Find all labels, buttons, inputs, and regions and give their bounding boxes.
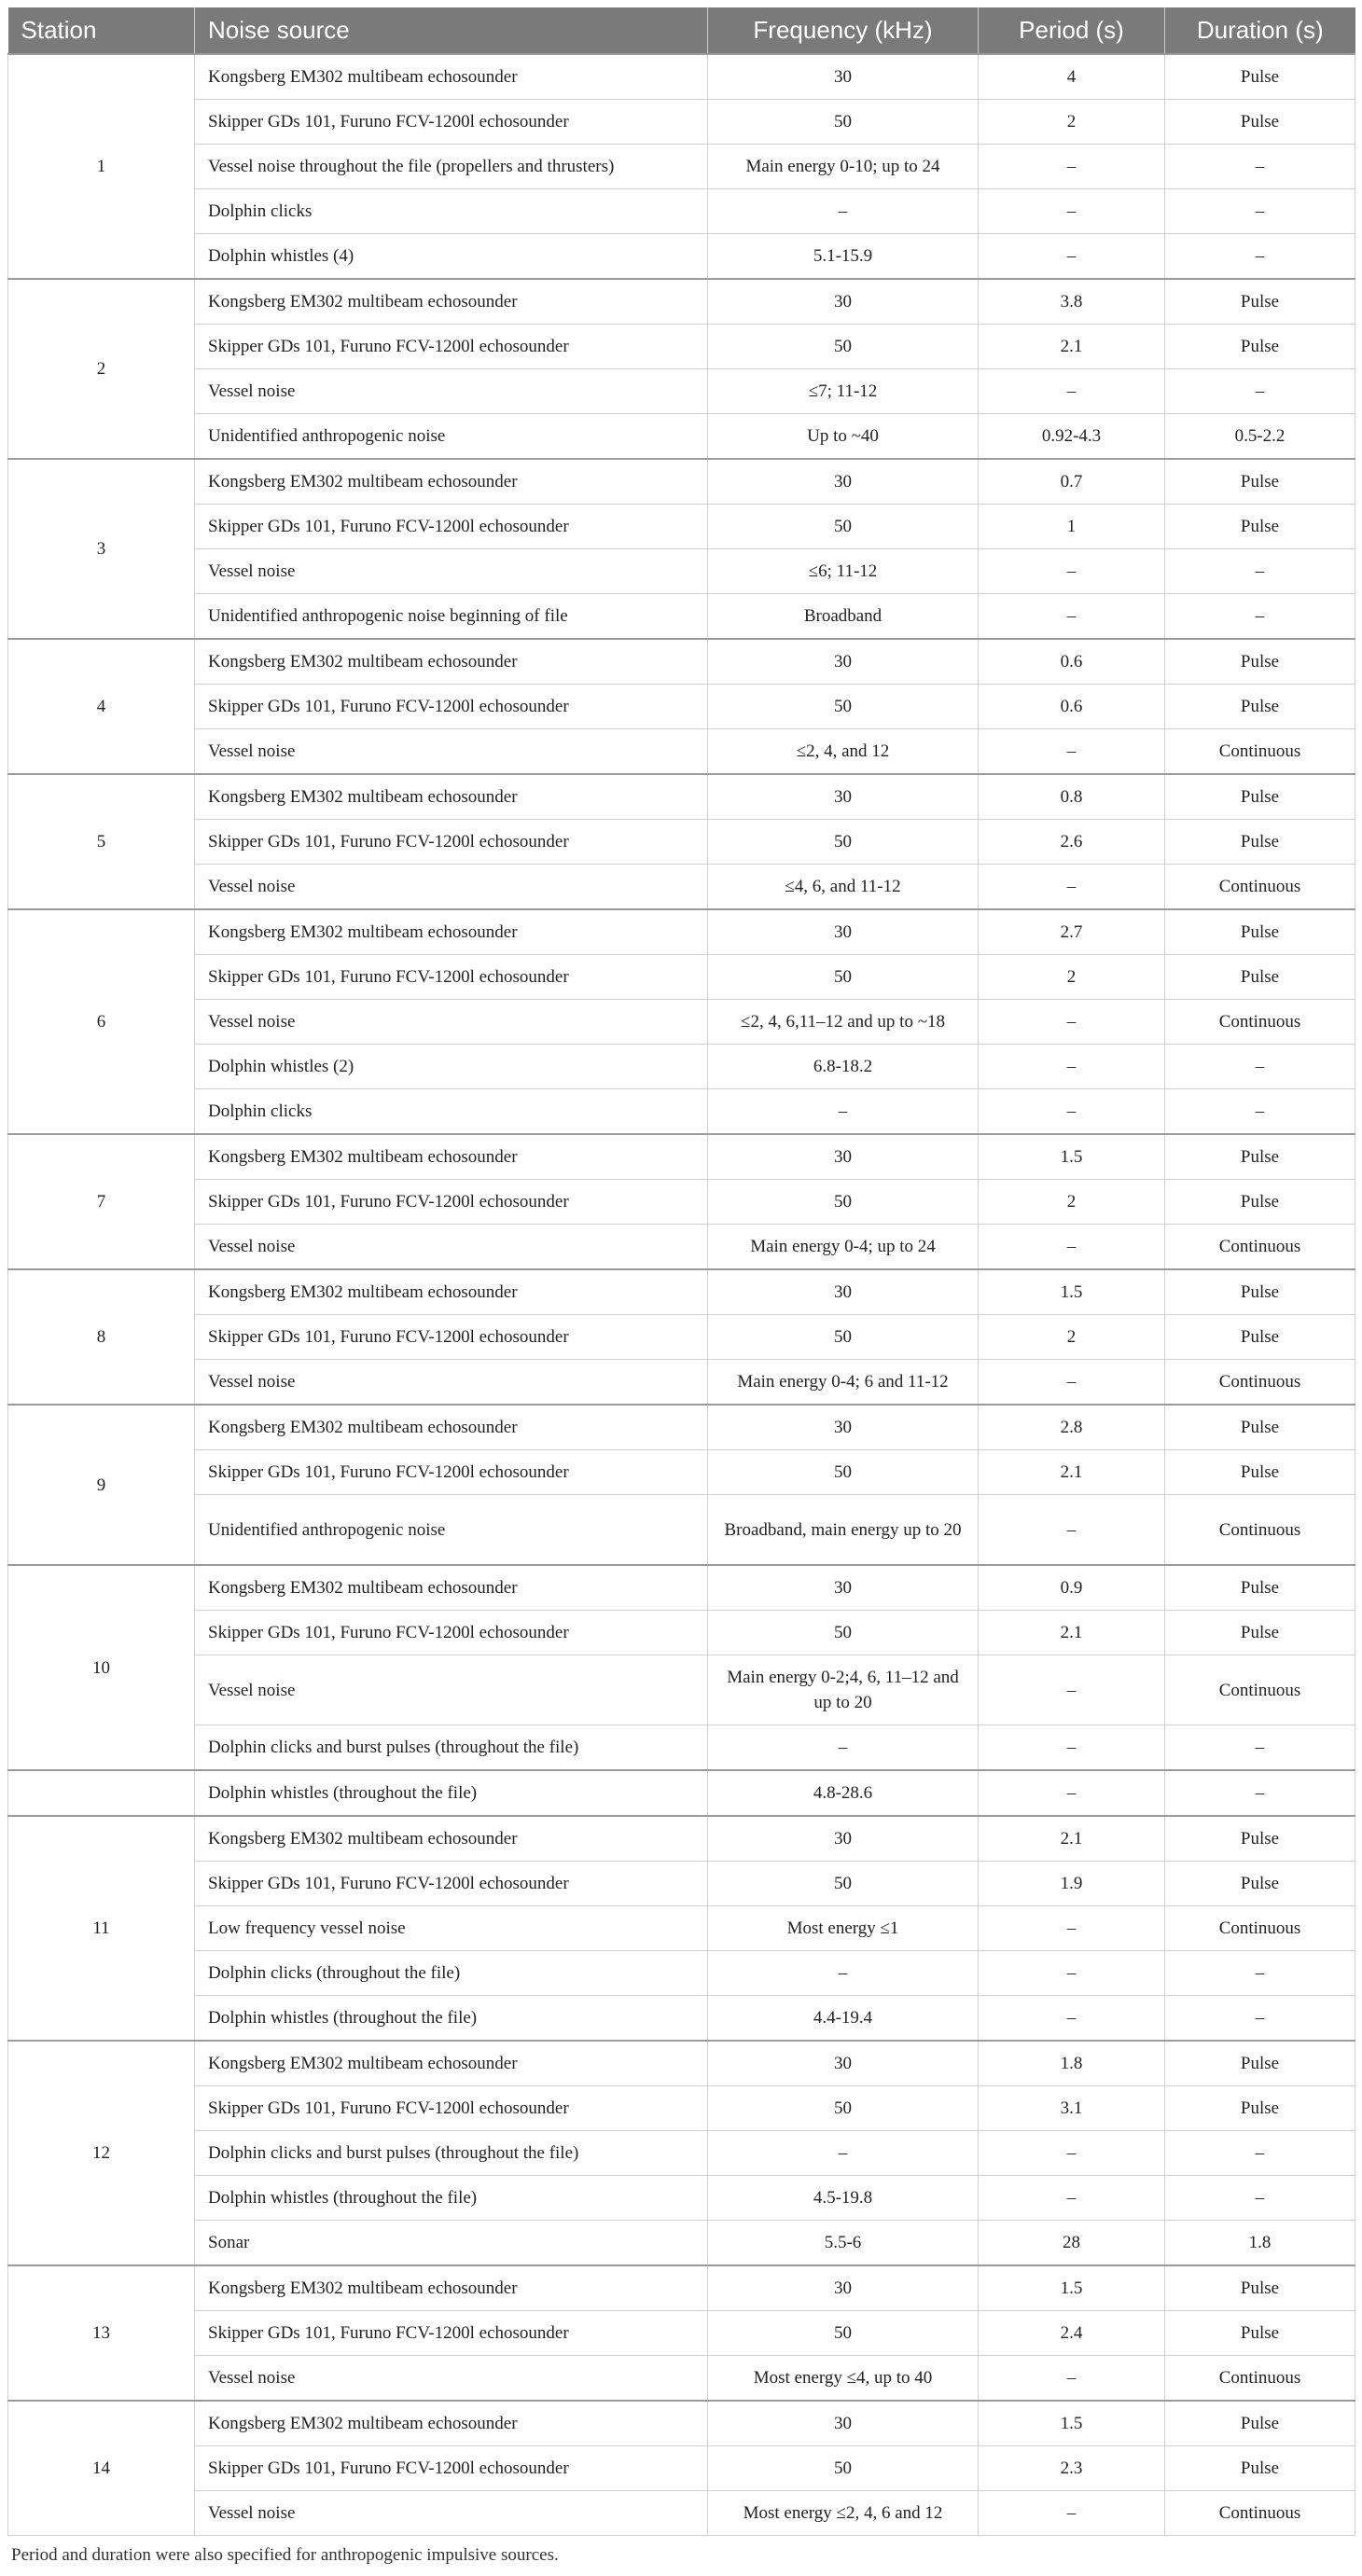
duration-cell: Pulse [1165, 2401, 1355, 2446]
station-cell [8, 1770, 195, 1816]
frequency-cell: ≤2, 4, and 12 [708, 729, 979, 775]
table-row [8, 1360, 1355, 1406]
frequency-cell: – [708, 1725, 979, 1771]
period-cell: 0.92-4.3 [979, 414, 1165, 460]
noise-source-cell: Dolphin whistles (throughout the file) [195, 2176, 708, 2221]
noise-source-cell: Kongsberg EM302 multibeam echosounder [195, 1816, 708, 1862]
duration-cell: Pulse [1165, 820, 1355, 865]
frequency-cell: Main energy 0-4; 6 and 11-12 [708, 1360, 979, 1406]
duration-cell: Pulse [1165, 2041, 1355, 2086]
duration-cell: – [1165, 1045, 1355, 1089]
frequency-cell: 50 [708, 100, 979, 145]
station-cell: 6 [8, 909, 195, 1134]
duration-cell: – [1165, 189, 1355, 234]
frequency-cell: 5.1-15.9 [708, 234, 979, 280]
period-cell: – [979, 549, 1165, 594]
duration-cell: Pulse [1165, 325, 1355, 369]
frequency-cell: 30 [708, 459, 979, 505]
frequency-cell: 50 [708, 955, 979, 1000]
duration-cell: – [1165, 2176, 1355, 2221]
period-cell: 1.9 [979, 1862, 1165, 1906]
table-row [8, 369, 1355, 414]
header-duration: Duration (s) [1165, 7, 1355, 54]
frequency-cell: Most energy ≤2, 4, 6 and 12 [708, 2491, 979, 2536]
frequency-cell: 4.8-28.6 [708, 1770, 979, 1816]
table-row [8, 459, 1355, 505]
noise-source-cell: Unidentified anthropogenic noise [195, 1495, 708, 1566]
period-cell: 4 [979, 54, 1165, 100]
duration-cell: – [1165, 369, 1355, 414]
period-cell: – [979, 1225, 1165, 1270]
table-row [8, 639, 1355, 685]
duration-cell: – [1165, 1996, 1355, 2042]
frequency-cell: 30 [708, 639, 979, 685]
frequency-cell: 30 [708, 2401, 979, 2446]
duration-cell: Continuous [1165, 1495, 1355, 1566]
period-cell: – [979, 1906, 1165, 1951]
table-row [8, 594, 1355, 640]
noise-source-cell: Vessel noise [195, 369, 708, 414]
table-container [7, 7, 1355, 2566]
table-row [8, 1996, 1355, 2042]
noise-source-cell: Skipper GDs 101, Furuno FCV-1200l echosounder [195, 325, 708, 369]
period-cell: 2.1 [979, 325, 1165, 369]
table-row [8, 2401, 1355, 2446]
noise-source-cell: Kongsberg EM302 multibeam echosounder [195, 2041, 708, 2086]
noise-source-cell: Dolphin clicks and burst pulses (throughout the file) [195, 2131, 708, 2176]
noise-source-cell: Vessel noise [195, 1655, 708, 1725]
noise-source-cell: Vessel noise [195, 1360, 708, 1406]
table-row [8, 1725, 1355, 1771]
table-row [8, 2491, 1355, 2536]
duration-cell: Continuous [1165, 1225, 1355, 1270]
noise-source-cell: Kongsberg EM302 multibeam echosounder [195, 1405, 708, 1450]
table-row [8, 2041, 1355, 2086]
noise-source-cell: Dolphin whistles (4) [195, 234, 708, 280]
frequency-cell: 50 [708, 685, 979, 729]
noise-source-cell: Kongsberg EM302 multibeam echosounder [195, 1134, 708, 1180]
table-row [8, 1862, 1355, 1906]
noise-source-cell: Kongsberg EM302 multibeam echosounder [195, 279, 708, 325]
duration-cell: Pulse [1165, 639, 1355, 685]
noise-source-cell: Dolphin clicks [195, 1089, 708, 1135]
frequency-cell: 30 [708, 909, 979, 955]
period-cell: 2.1 [979, 1450, 1165, 1495]
duration-cell: Pulse [1165, 1862, 1355, 1906]
noise-source-cell: Kongsberg EM302 multibeam echosounder [195, 459, 708, 505]
period-cell: 1.5 [979, 1134, 1165, 1180]
noise-source-cell: Dolphin clicks [195, 189, 708, 234]
period-cell: 2.8 [979, 1405, 1165, 1450]
noise-source-cell: Skipper GDs 101, Furuno FCV-1200l echosounder [195, 1862, 708, 1906]
frequency-cell: 30 [708, 1565, 979, 1611]
frequency-cell: – [708, 1089, 979, 1135]
table-row [8, 685, 1355, 729]
duration-cell: Pulse [1165, 1450, 1355, 1495]
frequency-cell: – [708, 1951, 979, 1996]
period-cell: 1.5 [979, 2401, 1165, 2446]
station-cell: 14 [8, 2401, 195, 2536]
duration-cell: – [1165, 234, 1355, 280]
table-row [8, 1951, 1355, 1996]
period-cell: – [979, 594, 1165, 640]
table-row [8, 1134, 1355, 1180]
duration-cell: Continuous [1165, 729, 1355, 775]
period-cell: – [979, 369, 1165, 414]
duration-cell: Continuous [1165, 1906, 1355, 1951]
table-row [8, 325, 1355, 369]
table-row [8, 1045, 1355, 1089]
period-cell: – [979, 1725, 1165, 1771]
frequency-cell: – [708, 189, 979, 234]
frequency-cell: ≤2, 4, 6,11–12 and up to ~18 [708, 1000, 979, 1045]
period-cell: 0.8 [979, 774, 1165, 820]
period-cell: 2.4 [979, 2311, 1165, 2356]
frequency-cell: 50 [708, 325, 979, 369]
noise-source-cell: Kongsberg EM302 multibeam echosounder [195, 1269, 708, 1315]
header-station: Station [8, 7, 195, 54]
frequency-cell: Main energy 0-10; up to 24 [708, 145, 979, 189]
noise-source-cell: Skipper GDs 101, Furuno FCV-1200l echosounder [195, 820, 708, 865]
period-cell: – [979, 145, 1165, 189]
table-row [8, 1655, 1355, 1725]
noise-source-cell: Vessel noise throughout the file (propellers and thrusters) [195, 145, 708, 189]
frequency-cell: 50 [708, 1180, 979, 1225]
duration-cell: Pulse [1165, 774, 1355, 820]
table-row [8, 2176, 1355, 2221]
duration-cell: – [1165, 2131, 1355, 2176]
frequency-cell: ≤7; 11-12 [708, 369, 979, 414]
duration-cell: – [1165, 1089, 1355, 1135]
period-cell: – [979, 234, 1165, 280]
period-cell: – [979, 1495, 1165, 1566]
period-cell: – [979, 1770, 1165, 1816]
period-cell: 0.6 [979, 685, 1165, 729]
table-row [8, 909, 1355, 955]
table-row [8, 2446, 1355, 2491]
noise-source-cell: Skipper GDs 101, Furuno FCV-1200l echosounder [195, 1450, 708, 1495]
table-row [8, 2086, 1355, 2131]
duration-cell: Pulse [1165, 1611, 1355, 1655]
noise-source-cell: Skipper GDs 101, Furuno FCV-1200l echosounder [195, 505, 708, 549]
period-cell: 3.8 [979, 279, 1165, 325]
table-row [8, 774, 1355, 820]
noise-source-cell: Vessel noise [195, 2356, 708, 2402]
table-row [8, 1816, 1355, 1862]
table-row [8, 54, 1355, 100]
table-row [8, 1225, 1355, 1270]
frequency-cell: 30 [708, 2265, 979, 2311]
noise-source-cell: Skipper GDs 101, Furuno FCV-1200l echosounder [195, 2446, 708, 2491]
table-row [8, 820, 1355, 865]
duration-cell: – [1165, 1951, 1355, 1996]
table-row [8, 505, 1355, 549]
duration-cell: Pulse [1165, 100, 1355, 145]
noise-source-cell: Kongsberg EM302 multibeam echosounder [195, 909, 708, 955]
table-row [8, 549, 1355, 594]
frequency-cell: 4.5-19.8 [708, 2176, 979, 2221]
noise-source-cell: Vessel noise [195, 1000, 708, 1045]
station-cell: 4 [8, 639, 195, 774]
table-row [8, 2311, 1355, 2356]
noise-source-cell: Low frequency vessel noise [195, 1906, 708, 1951]
period-cell: 1 [979, 505, 1165, 549]
table-row [8, 234, 1355, 280]
frequency-cell: Broadband, main energy up to 20 [708, 1495, 979, 1566]
duration-cell: Continuous [1165, 1655, 1355, 1725]
period-cell: – [979, 189, 1165, 234]
duration-cell: – [1165, 1770, 1355, 1816]
period-cell: 1.5 [979, 2265, 1165, 2311]
period-cell: – [979, 865, 1165, 910]
period-cell: 0.6 [979, 639, 1165, 685]
duration-cell: – [1165, 594, 1355, 640]
table-row [8, 1315, 1355, 1360]
frequency-cell: 30 [708, 54, 979, 100]
duration-cell: Pulse [1165, 505, 1355, 549]
duration-cell: Pulse [1165, 955, 1355, 1000]
noise-source-cell: Dolphin clicks (throughout the file) [195, 1951, 708, 1996]
frequency-cell: Main energy 0-2;4, 6, 11–12 and up to 20 [708, 1655, 979, 1725]
frequency-cell: 50 [708, 2446, 979, 2491]
duration-cell: 1.8 [1165, 2221, 1355, 2266]
duration-cell: Continuous [1165, 2356, 1355, 2402]
duration-cell: Pulse [1165, 279, 1355, 325]
table-row [8, 1565, 1355, 1611]
table-row [8, 1450, 1355, 1495]
period-cell: 1.5 [979, 1269, 1165, 1315]
duration-cell: Continuous [1165, 1360, 1355, 1406]
noise-source-cell: Sonar [195, 2221, 708, 2266]
noise-source-cell: Unidentified anthropogenic noise [195, 414, 708, 460]
frequency-cell: 5.5-6 [708, 2221, 979, 2266]
duration-cell: Pulse [1165, 1180, 1355, 1225]
duration-cell: Pulse [1165, 1816, 1355, 1862]
table-header [8, 7, 1355, 54]
noise-source-cell: Unidentified anthropogenic noise beginning of file [195, 594, 708, 640]
station-cell: 13 [8, 2265, 195, 2401]
duration-cell: Pulse [1165, 685, 1355, 729]
table-row [8, 865, 1355, 910]
period-cell: – [979, 729, 1165, 775]
frequency-cell: 30 [708, 2041, 979, 2086]
noise-sources-table [7, 7, 1355, 2536]
frequency-cell: 30 [708, 1134, 979, 1180]
noise-source-cell: Skipper GDs 101, Furuno FCV-1200l echosounder [195, 955, 708, 1000]
table-row [8, 1269, 1355, 1315]
table-body [8, 54, 1355, 2536]
header-noise-source: Noise source [195, 7, 708, 54]
noise-source-cell: Kongsberg EM302 multibeam echosounder [195, 1565, 708, 1611]
noise-source-cell: Vessel noise [195, 549, 708, 594]
frequency-cell: 6.8-18.2 [708, 1045, 979, 1089]
period-cell: 2 [979, 955, 1165, 1000]
noise-source-cell: Vessel noise [195, 865, 708, 910]
table-row [8, 1495, 1355, 1566]
noise-source-cell: Kongsberg EM302 multibeam echosounder [195, 774, 708, 820]
duration-cell: – [1165, 145, 1355, 189]
noise-source-cell: Kongsberg EM302 multibeam echosounder [195, 2401, 708, 2446]
frequency-cell: 50 [708, 1611, 979, 1655]
period-cell: 2.7 [979, 909, 1165, 955]
frequency-cell: 50 [708, 505, 979, 549]
frequency-cell: 30 [708, 279, 979, 325]
frequency-cell: 50 [708, 2311, 979, 2356]
station-cell: 9 [8, 1405, 195, 1565]
noise-source-cell: Skipper GDs 101, Furuno FCV-1200l echosounder [195, 1315, 708, 1360]
duration-cell: Pulse [1165, 1269, 1355, 1315]
frequency-cell: 30 [708, 1816, 979, 1862]
duration-cell: Pulse [1165, 2265, 1355, 2311]
header-period: Period (s) [979, 7, 1165, 54]
station-cell: 10 [8, 1565, 195, 1770]
noise-source-cell: Dolphin clicks and burst pulses (throughout the file) [195, 1725, 708, 1771]
station-cell: 7 [8, 1134, 195, 1269]
frequency-cell: 4.4-19.4 [708, 1996, 979, 2042]
frequency-cell: 50 [708, 2086, 979, 2131]
duration-cell: Pulse [1165, 1565, 1355, 1611]
period-cell: 0.7 [979, 459, 1165, 505]
frequency-cell: 30 [708, 1405, 979, 1450]
table-row [8, 189, 1355, 234]
table-row [8, 1089, 1355, 1135]
table-row [8, 2265, 1355, 2311]
table-footnote: Period and duration were also specified for anthropogenic impulsive sources. [11, 2545, 559, 2565]
duration-cell: Pulse [1165, 1315, 1355, 1360]
duration-cell: Continuous [1165, 865, 1355, 910]
noise-source-cell: Skipper GDs 101, Furuno FCV-1200l echosounder [195, 1611, 708, 1655]
frequency-cell: Up to ~40 [708, 414, 979, 460]
noise-source-cell: Vessel noise [195, 2491, 708, 2536]
period-cell: – [979, 1045, 1165, 1089]
noise-source-cell: Dolphin whistles (throughout the file) [195, 1770, 708, 1816]
period-cell: 3.1 [979, 2086, 1165, 2131]
table-row [8, 1770, 1355, 1816]
station-cell: 1 [8, 54, 195, 279]
noise-source-cell: Skipper GDs 101, Furuno FCV-1200l echosounder [195, 685, 708, 729]
frequency-cell: ≤4, 6, and 11-12 [708, 865, 979, 910]
table-row [8, 1906, 1355, 1951]
duration-cell: 0.5-2.2 [1165, 414, 1355, 460]
period-cell: 28 [979, 2221, 1165, 2266]
period-cell: – [979, 2491, 1165, 2536]
noise-source-cell: Skipper GDs 101, Furuno FCV-1200l echosounder [195, 2086, 708, 2131]
duration-cell: – [1165, 549, 1355, 594]
duration-cell: Pulse [1165, 1134, 1355, 1180]
duration-cell: Pulse [1165, 459, 1355, 505]
noise-source-cell: Vessel noise [195, 1225, 708, 1270]
frequency-cell: Most energy ≤4, up to 40 [708, 2356, 979, 2402]
period-cell: – [979, 1655, 1165, 1725]
noise-source-cell: Skipper GDs 101, Furuno FCV-1200l echosounder [195, 1180, 708, 1225]
table-row [8, 145, 1355, 189]
period-cell: – [979, 2131, 1165, 2176]
duration-cell: – [1165, 1725, 1355, 1771]
period-cell: 2.1 [979, 1816, 1165, 1862]
duration-cell: Continuous [1165, 1000, 1355, 1045]
frequency-cell: Broadband [708, 594, 979, 640]
duration-cell: Continuous [1165, 2491, 1355, 2536]
period-cell: – [979, 2356, 1165, 2402]
frequency-cell: 30 [708, 1269, 979, 1315]
frequency-cell: 50 [708, 1315, 979, 1360]
table-row [8, 2131, 1355, 2176]
period-cell: – [979, 1951, 1165, 1996]
duration-cell: Pulse [1165, 2446, 1355, 2491]
duration-cell: Pulse [1165, 1405, 1355, 1450]
table-row [8, 729, 1355, 775]
station-cell: 11 [8, 1816, 195, 2041]
station-cell: 12 [8, 2041, 195, 2265]
period-cell: – [979, 1000, 1165, 1045]
period-cell: 2 [979, 100, 1165, 145]
frequency-cell: 50 [708, 1862, 979, 1906]
duration-cell: Pulse [1165, 909, 1355, 955]
table-row [8, 279, 1355, 325]
table-row [8, 1611, 1355, 1655]
period-cell: – [979, 1089, 1165, 1135]
period-cell: 0.9 [979, 1565, 1165, 1611]
period-cell: – [979, 1360, 1165, 1406]
table-row [8, 955, 1355, 1000]
noise-source-cell: Vessel noise [195, 729, 708, 775]
noise-source-cell: Kongsberg EM302 multibeam echosounder [195, 639, 708, 685]
table-row [8, 1405, 1355, 1450]
noise-source-cell: Skipper GDs 101, Furuno FCV-1200l echosounder [195, 2311, 708, 2356]
period-cell: 2.6 [979, 820, 1165, 865]
duration-cell: Pulse [1165, 2086, 1355, 2131]
table-row [8, 1180, 1355, 1225]
header-frequency: Frequency (kHz) [708, 7, 979, 54]
table-row [8, 2221, 1355, 2266]
noise-source-cell: Kongsberg EM302 multibeam echosounder [195, 54, 708, 100]
frequency-cell: Main energy 0-4; up to 24 [708, 1225, 979, 1270]
duration-cell: Pulse [1165, 54, 1355, 100]
noise-source-cell: Dolphin whistles (throughout the file) [195, 1996, 708, 2042]
period-cell: – [979, 2176, 1165, 2221]
table-row [8, 100, 1355, 145]
station-cell: 5 [8, 774, 195, 909]
frequency-cell: 30 [708, 774, 979, 820]
frequency-cell: 50 [708, 820, 979, 865]
frequency-cell: ≤6; 11-12 [708, 549, 979, 594]
noise-source-cell: Kongsberg EM302 multibeam echosounder [195, 2265, 708, 2311]
period-cell: 2 [979, 1315, 1165, 1360]
period-cell: 2.1 [979, 1611, 1165, 1655]
station-cell: 8 [8, 1269, 195, 1405]
frequency-cell: – [708, 2131, 979, 2176]
frequency-cell: 50 [708, 1450, 979, 1495]
station-cell: 2 [8, 279, 195, 459]
table-row [8, 2356, 1355, 2402]
table-row [8, 414, 1355, 460]
table-row [8, 1000, 1355, 1045]
period-cell: – [979, 1996, 1165, 2042]
station-cell: 3 [8, 459, 195, 639]
noise-source-cell: Skipper GDs 101, Furuno FCV-1200l echosounder [195, 100, 708, 145]
frequency-cell: Most energy ≤1 [708, 1906, 979, 1951]
period-cell: 2 [979, 1180, 1165, 1225]
noise-source-cell: Dolphin whistles (2) [195, 1045, 708, 1089]
header-row [8, 7, 1355, 54]
duration-cell: Pulse [1165, 2311, 1355, 2356]
period-cell: 2.3 [979, 2446, 1165, 2491]
period-cell: 1.8 [979, 2041, 1165, 2086]
